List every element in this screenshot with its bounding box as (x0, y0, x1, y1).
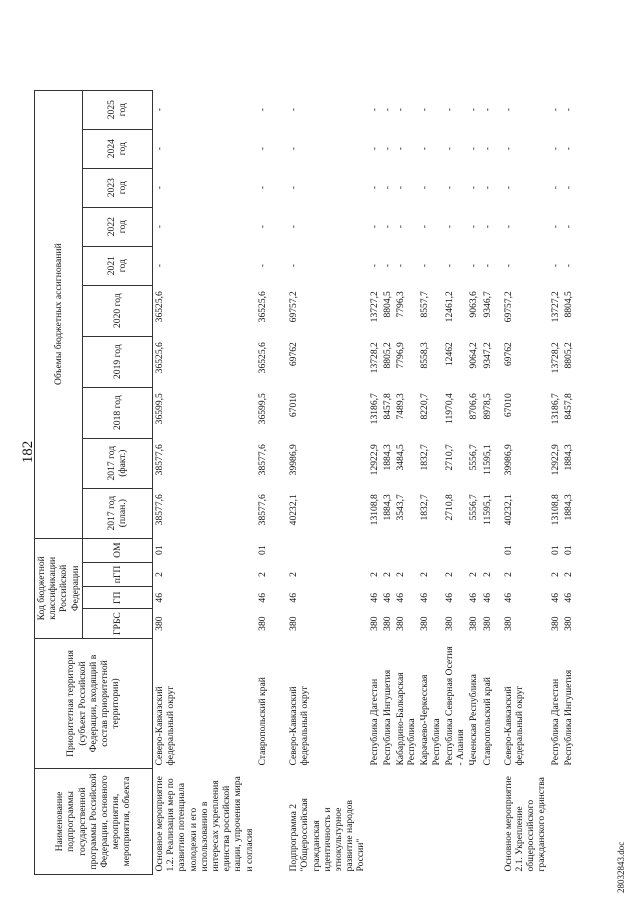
cell-value: 1884,3 (381, 444, 393, 471)
col-gp-header: ГП (82, 587, 152, 609)
cell-name (368, 769, 381, 875)
cell-value: - (288, 264, 300, 268)
table-row (549, 90, 562, 874)
cell-name (418, 769, 442, 875)
cell-value: - (481, 108, 493, 112)
cell-value: - (502, 147, 514, 151)
cell-value: 2710,8 (443, 494, 455, 521)
cell-name (394, 769, 418, 875)
cell-value: 7796,9 (395, 342, 407, 369)
cell-territory: Ставропольский край (256, 677, 268, 766)
cell-value: 67010 (288, 393, 300, 418)
cell-territory: Республика Северная Осетия - Алания (443, 646, 467, 766)
cell-pgp: 2 (419, 572, 431, 577)
col-grbs-header: ГРБС (82, 609, 152, 639)
cell-pgp: 2 (549, 572, 561, 577)
cell-value: 8804,5 (562, 291, 574, 318)
cell-value: 39986,9 (288, 444, 300, 476)
cell-grbs: 380 (288, 616, 300, 631)
cell-value: 69757,2 (502, 291, 514, 323)
cell-gp: 46 (481, 592, 493, 603)
cell-value: 13186,7 (549, 393, 561, 425)
cell-value: 67010 (502, 393, 514, 418)
cell-value: - (502, 264, 514, 268)
cell-grbs: 380 (481, 616, 493, 631)
cell-pgp: 2 (502, 572, 514, 577)
cell-om: 01 (256, 545, 268, 555)
cell-value: - (443, 225, 455, 229)
cell-value: 5556,7 (468, 494, 480, 521)
cell-value: 1832,7 (419, 444, 431, 471)
cell-value: 8220,7 (419, 393, 431, 420)
col-2022-header: 2022 год (82, 207, 152, 246)
table-row (443, 90, 467, 874)
cell-value: - (562, 186, 574, 190)
spacer-cell (269, 90, 287, 874)
cell-gp: 46 (468, 592, 480, 603)
cell-value: - (562, 264, 574, 268)
cell-value: 40232,1 (502, 494, 514, 526)
cell-grbs: 380 (395, 616, 407, 631)
cell-pgp: 2 (443, 572, 455, 577)
cell-om: 01 (502, 545, 514, 555)
cell-name: Основное мероприятие 1.2. Реализация мер по развитию потенциала молодежи и его использованию в интересах укрепления единства российской нации, упрочения мира и согласия (153, 776, 255, 872)
cell-value: - (443, 108, 455, 112)
cell-value: 9063,6 (468, 291, 480, 318)
spacer-cell (494, 90, 502, 874)
cell-value: - (502, 108, 514, 112)
cell-value: - (256, 225, 268, 229)
cell-value: 38577,6 (256, 494, 268, 526)
cell-om (481, 538, 494, 562)
cell-value: 13728,2 (368, 342, 380, 374)
col-om-header: ОМ (82, 538, 152, 562)
cell-grbs: 380 (443, 616, 455, 631)
cell-value: - (368, 186, 380, 190)
header-row-1 (35, 90, 83, 874)
cell-om: 01 (549, 545, 561, 555)
cell-value: - (419, 147, 431, 151)
cell-name (256, 769, 269, 875)
col-2017-fact-header: 2017 год (факт.) (82, 438, 152, 488)
cell-pgp: 2 (468, 572, 480, 577)
cell-value: - (549, 186, 561, 190)
cell-value: - (256, 264, 268, 268)
cell-om (467, 538, 480, 562)
cell-value: - (468, 225, 480, 229)
cell-value: 13728,2 (549, 342, 561, 374)
cell-value: - (368, 225, 380, 229)
cell-gp: 46 (395, 592, 407, 603)
cell-grbs: 380 (368, 616, 380, 631)
cell-value: - (153, 225, 165, 229)
cell-value: - (549, 147, 561, 151)
cell-value: 39986,9 (502, 444, 514, 476)
cell-value: - (481, 225, 493, 229)
cell-value: 13108,8 (368, 494, 380, 526)
cell-value: 8706,6 (468, 393, 480, 420)
cell-value: 11970,4 (443, 393, 455, 424)
col-territory-header: Приоритетная территория (субъект Российской Федерации, входящий в состав приоритетной территории) (35, 639, 153, 769)
cell-value: 1832,7 (419, 494, 431, 521)
cell-value: - (562, 225, 574, 229)
cell-value: 8457,8 (381, 393, 393, 420)
table-row (256, 90, 269, 874)
col-pgp-header: пГП (82, 562, 152, 587)
cell-value: 38577,6 (256, 444, 268, 476)
cell-value: 36599,5 (256, 393, 268, 425)
cell-value: 12922,9 (549, 444, 561, 476)
cell-pgp: 2 (288, 572, 300, 577)
spacer-row (269, 90, 287, 874)
cell-value: 12922,9 (368, 444, 380, 476)
cell-value: - (468, 108, 480, 112)
cell-value: - (481, 186, 493, 190)
cell-value: 1884,3 (562, 494, 574, 521)
cell-value: 8557,7 (419, 291, 431, 318)
table-row (502, 90, 549, 874)
cell-value: 36525,6 (256, 291, 268, 323)
volumes-group-header: Объемы бюджетных ассигнований (35, 90, 83, 538)
codes-group-header: Код бюджетной классификации Российской Федерации (35, 538, 83, 638)
cell-territory: Ставропольский край (481, 677, 493, 766)
cell-gp: 46 (368, 592, 380, 603)
cell-gp: 46 (419, 592, 431, 603)
cell-om (381, 538, 394, 562)
col-2019-header: 2019 год (82, 336, 152, 387)
cell-name: Подпрограмма 2 "Общероссийская гражданская идентичность и этнокультурное развитие народов России" (288, 798, 367, 872)
cell-value: 69757,2 (288, 291, 300, 323)
cell-name (467, 769, 480, 875)
budget-table (34, 90, 575, 875)
cell-value: - (368, 108, 380, 112)
cell-value: 9064,2 (468, 342, 480, 369)
cell-gp: 46 (288, 592, 300, 603)
footer-doc-code: 28032843.doc (616, 841, 626, 893)
table-row (287, 90, 368, 874)
cell-territory: Кабардино-Балкарская Республика (395, 672, 418, 766)
cell-territory: Чеченская Республика (468, 674, 480, 766)
cell-value: 11595,1 (481, 494, 493, 525)
table-row (418, 90, 442, 874)
col-2025-header: 2025 год (82, 90, 152, 129)
cell-value: 13186,7 (368, 393, 380, 425)
cell-value: 11595,1 (481, 444, 493, 475)
cell-value: - (481, 264, 493, 268)
table-row (368, 90, 381, 874)
table-row (381, 90, 394, 874)
cell-value: - (381, 108, 393, 112)
table-row (467, 90, 480, 874)
cell-value: - (395, 108, 407, 112)
page-number: 182 (20, 440, 36, 464)
cell-value: 38577,6 (153, 494, 165, 526)
col-2018-header: 2018 год (82, 387, 152, 438)
cell-pgp: 2 (256, 572, 268, 577)
table-row (394, 90, 418, 874)
cell-territory: Карачаево-Черкесская Республика (419, 674, 442, 766)
cell-value: 8805,2 (381, 342, 393, 369)
cell-value: - (443, 264, 455, 268)
cell-value: - (381, 225, 393, 229)
cell-name: Основное мероприятие 2.1. Укрепление общероссийского гражданского единства (502, 776, 548, 872)
cell-name (562, 769, 575, 875)
cell-value: - (288, 147, 300, 151)
cell-grbs: 380 (256, 616, 268, 631)
cell-value: 69762 (288, 342, 300, 367)
cell-om (443, 538, 467, 562)
cell-value: 8804,5 (381, 291, 393, 318)
cell-value: - (368, 264, 380, 268)
cell-value: 7489,3 (395, 393, 407, 420)
cell-value: 69762 (502, 342, 514, 367)
cell-value: - (288, 225, 300, 229)
cell-value: 36525,6 (153, 291, 165, 323)
cell-value: - (395, 186, 407, 190)
cell-grbs: 380 (549, 616, 561, 631)
cell-value: 8558,3 (419, 342, 431, 369)
cell-value: 36525,6 (153, 342, 165, 374)
cell-value: 36599,5 (153, 393, 165, 425)
cell-value: - (481, 147, 493, 151)
cell-value: - (419, 225, 431, 229)
cell-grbs: 380 (419, 616, 431, 631)
cell-grbs: 380 (502, 616, 514, 631)
cell-value: - (549, 225, 561, 229)
cell-value: - (381, 186, 393, 190)
cell-value: - (395, 147, 407, 151)
cell-territory: Северо-Кавказский федеральный округ (153, 685, 177, 766)
cell-value: 9347,2 (481, 342, 493, 369)
cell-value: 2710,7 (443, 444, 455, 471)
cell-value: - (153, 186, 165, 190)
cell-value: - (256, 108, 268, 112)
cell-territory: Северо-Кавказский федеральный округ (502, 685, 525, 766)
cell-value: 8978,5 (481, 393, 493, 420)
col-2017-plan-header: 2017 год (план.) (82, 488, 152, 538)
cell-om (287, 538, 368, 562)
cell-value: 1884,3 (381, 494, 393, 521)
col-2020-header: 2020 год (82, 285, 152, 336)
cell-value: 8457,8 (562, 393, 574, 420)
table-row (481, 90, 494, 874)
cell-value: 12461,2 (443, 291, 455, 323)
cell-grbs: 380 (153, 616, 165, 631)
col-2024-header: 2024 год (82, 129, 152, 168)
cell-gp: 46 (549, 592, 561, 603)
cell-om (394, 538, 418, 562)
cell-pgp: 2 (481, 572, 493, 577)
cell-value: - (395, 225, 407, 229)
cell-name (481, 769, 494, 875)
cell-value: - (256, 147, 268, 151)
cell-om: 01 (153, 545, 165, 555)
table-row (562, 90, 575, 874)
cell-gp: 46 (502, 592, 514, 603)
cell-territory: Северо-Кавказский федеральный округ (288, 685, 311, 766)
cell-gp: 46 (443, 592, 455, 603)
cell-value: - (443, 186, 455, 190)
cell-value: - (381, 264, 393, 268)
cell-pgp: 2 (368, 572, 380, 577)
cell-value: 3484,5 (395, 444, 407, 471)
cell-value: - (368, 147, 380, 151)
cell-value: - (288, 186, 300, 190)
cell-territory: Республика Ингушетия (381, 669, 393, 766)
spacer-row (494, 90, 502, 874)
cell-value: 13108,8 (549, 494, 561, 526)
cell-value: - (153, 108, 165, 112)
cell-value: - (468, 186, 480, 190)
cell-value: - (395, 264, 407, 268)
cell-value: 13727,2 (368, 291, 380, 323)
cell-value: 7796,3 (395, 291, 407, 318)
cell-value: 5556,7 (468, 444, 480, 471)
cell-value: - (288, 108, 300, 112)
cell-pgp: 2 (395, 572, 407, 577)
col-2021-header: 2021 год (82, 246, 152, 285)
cell-om (368, 538, 381, 562)
cell-value: - (419, 264, 431, 268)
cell-territory: Республика Ингушетия (562, 669, 574, 766)
cell-gp: 46 (153, 592, 165, 603)
cell-value: - (443, 147, 455, 151)
cell-value: 1884,3 (562, 444, 574, 471)
cell-value: 13727,2 (549, 291, 561, 323)
cell-pgp: 2 (381, 572, 393, 577)
cell-value: - (549, 264, 561, 268)
table-row (152, 90, 255, 874)
cell-gp: 46 (562, 592, 574, 603)
cell-name (381, 769, 394, 875)
cell-value: - (549, 108, 561, 112)
cell-value: - (562, 147, 574, 151)
cell-value: - (502, 186, 514, 190)
table-body (152, 90, 575, 874)
cell-name (443, 769, 467, 875)
cell-value: - (153, 147, 165, 151)
cell-territory: Республика Дагестан (368, 678, 380, 766)
cell-value: - (468, 264, 480, 268)
cell-value: 9346,7 (481, 291, 493, 318)
cell-gp: 46 (256, 592, 268, 603)
cell-grbs: 380 (381, 616, 393, 631)
cell-name (549, 769, 562, 875)
cell-value: 3543,7 (395, 494, 407, 521)
cell-value: 12462 (443, 342, 455, 367)
cell-value: 36525,6 (256, 342, 268, 374)
cell-territory: Республика Дагестан (549, 678, 561, 766)
cell-value: 38577,6 (153, 444, 165, 476)
cell-value: - (381, 147, 393, 151)
cell-grbs: 380 (562, 616, 574, 631)
col-name-header: Наименование подпрограммы государственной программы Российской Федерации, основного мероприятия, мероприятия, объекта (35, 769, 153, 875)
cell-value: - (419, 186, 431, 190)
cell-pgp: 2 (562, 572, 574, 577)
cell-value: - (468, 147, 480, 151)
cell-value: - (562, 108, 574, 112)
cell-om: 01 (562, 545, 574, 555)
cell-grbs: 380 (468, 616, 480, 631)
cell-om (418, 538, 442, 562)
cell-value: - (153, 264, 165, 268)
cell-value: - (419, 108, 431, 112)
cell-value: - (502, 225, 514, 229)
cell-value: - (256, 186, 268, 190)
cell-value: 40232,1 (288, 494, 300, 526)
cell-value: 8805,2 (562, 342, 574, 369)
cell-pgp: 2 (153, 572, 165, 577)
cell-gp: 46 (381, 592, 393, 603)
col-2023-header: 2023 год (82, 168, 152, 207)
